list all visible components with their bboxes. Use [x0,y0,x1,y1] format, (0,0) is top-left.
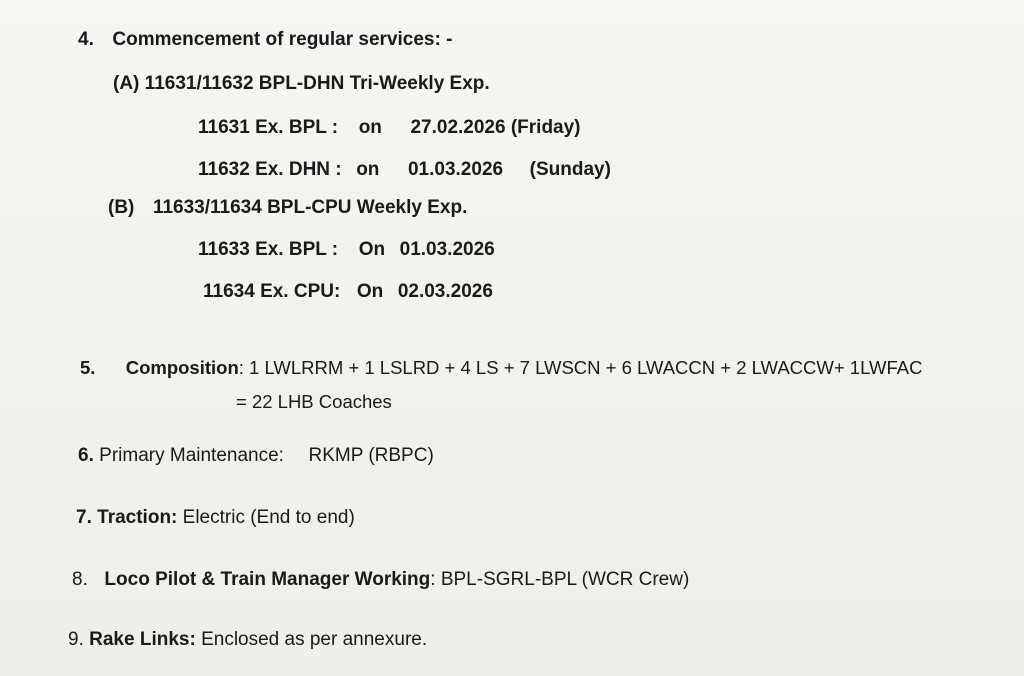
service-a-row-1 [198,116,581,140]
train-11633-label: 11633 Ex. BPL : [198,239,339,260]
service-b-heading [108,196,467,220]
service-a-row-2 [198,158,611,182]
train-11634-date: 02.03.2026 [397,281,493,302]
item-4-number: 4. [78,29,94,50]
item-7-traction [76,506,355,530]
maintenance-label: Primary Maintenance: [99,445,284,466]
item-9-number: 9. [68,629,84,650]
item-9-rake-links [68,628,427,652]
train-11633-on: On [358,239,386,260]
item-5-number: 5. [80,357,96,378]
item-8-crew [72,568,689,592]
train-11633-date: 01.03.2026 [399,239,495,260]
train-11632-on: on [356,159,380,180]
item-4-heading [78,28,452,52]
maintenance-value: RKMP (RBPC) [308,445,434,466]
rake-links-value: Enclosed as per annexure. [201,629,428,650]
train-11632-day: (Sunday) [529,159,611,180]
service-a-heading [113,72,490,96]
composition-label: Composition [125,357,239,378]
service-b-row-1 [198,238,495,262]
traction-value: Electric (End to end) [182,507,355,528]
train-11634-label: 11634 Ex. CPU: [203,281,341,302]
traction-label: Traction: [97,507,178,528]
item-5-composition [80,356,922,380]
rake-links-label: Rake Links: [89,629,196,650]
train-11631-label: 11631 Ex. BPL : [198,117,339,138]
crew-label: Loco Pilot & Train Manager Working [104,569,431,590]
train-11634-on: On [356,281,384,302]
item-4-title: Commencement of regular services: - [112,29,453,50]
item-7-number: 7. [76,507,92,528]
composition-total: = 22 LHB Coaches [236,391,392,412]
train-11632-date: 01.03.2026 [407,159,504,180]
train-11631-date: 27.02.2026 (Friday) [410,117,581,138]
service-a-title: 11631/11632 BPL-DHN Tri-Weekly Exp. [144,73,490,94]
crew-value: : BPL-SGRL-BPL (WCR Crew) [430,569,690,590]
item-8-number: 8. [72,569,88,590]
service-b-title: 11633/11634 BPL-CPU Weekly Exp. [152,197,468,218]
service-a-label: (A) [113,73,140,94]
train-11632-label: 11632 Ex. DHN : [198,159,342,180]
item-6-maintenance [78,444,434,468]
service-b-label: (B) [108,197,135,218]
service-b-row-2 [203,280,493,304]
composition-value: : 1 LWLRRM + 1 LSLRD + 4 LS + 7 LWSCN + 6 LWACCN + 2 LWACCW+ 1LWFAC [238,357,923,378]
train-11631-on: on [358,117,382,138]
item-6-number: 6. [78,445,94,466]
